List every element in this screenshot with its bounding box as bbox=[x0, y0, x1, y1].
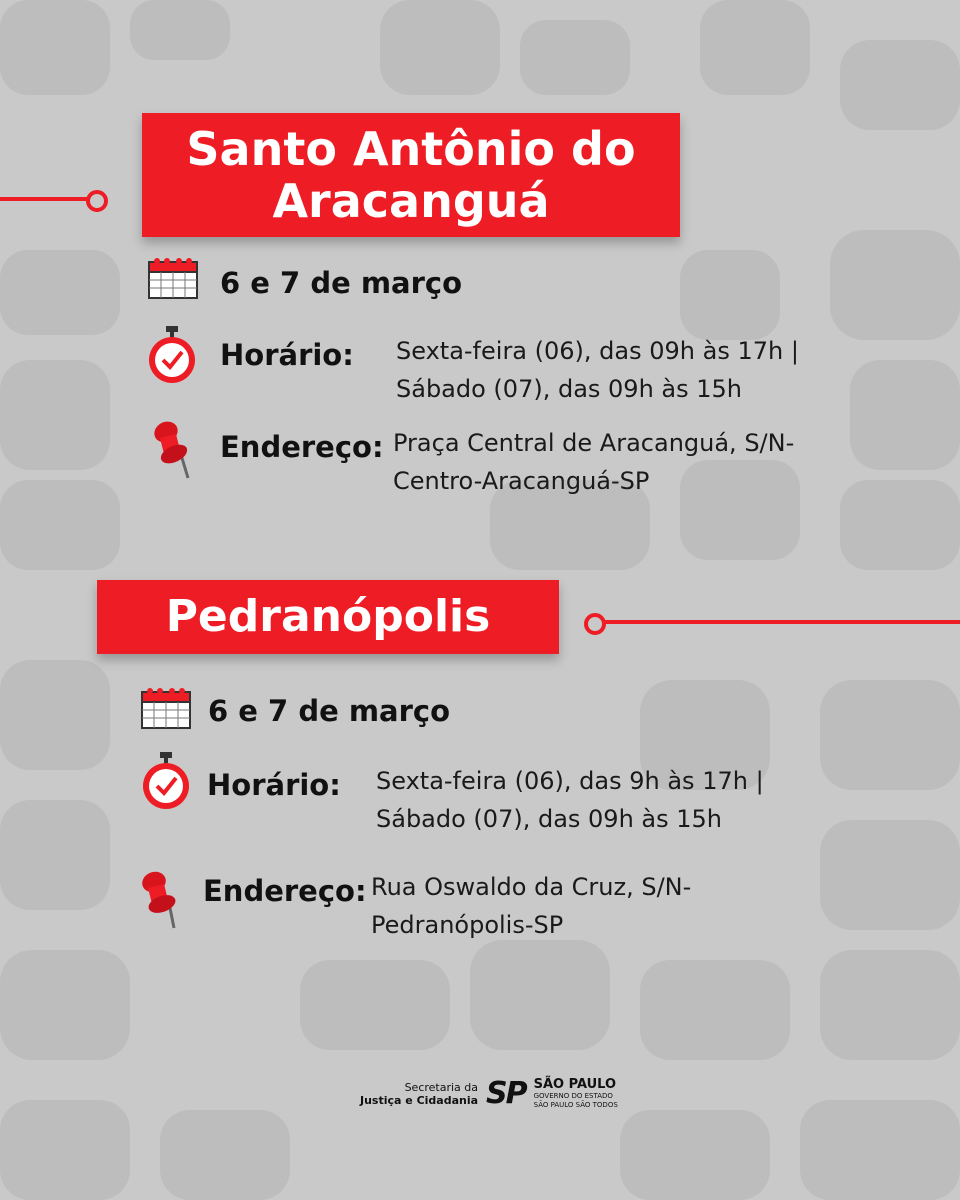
section2-hours-line1: Sexta-feira (06), das 9h às 17h | bbox=[376, 767, 764, 795]
section2-line bbox=[604, 620, 960, 624]
pushpin-icon bbox=[150, 420, 194, 480]
section2-hours-label: Horário: bbox=[207, 768, 341, 802]
footer-logos bbox=[360, 1076, 618, 1111]
sp-logo: SP bbox=[486, 1076, 526, 1111]
section1-address-line1: Praça Central de Aracanguá, S/N- bbox=[393, 429, 795, 457]
section1-title-box bbox=[142, 113, 680, 237]
section1-address-label: Endereço: bbox=[220, 430, 384, 464]
section1-hours-line2: Sábado (07), das 09h às 15h bbox=[396, 375, 742, 403]
calendar-icon bbox=[145, 256, 201, 302]
stopwatch-icon bbox=[140, 752, 192, 810]
pushpin-icon bbox=[138, 870, 182, 930]
gov-line2: GOVERNO DO ESTADO bbox=[533, 1091, 613, 1100]
section2-title-box bbox=[97, 580, 559, 654]
secretaria-line1: Secretaria da bbox=[404, 1080, 479, 1094]
section2-hours-value bbox=[376, 762, 764, 838]
section1-hours-line1: Sexta-feira (06), das 09h às 17h | bbox=[396, 337, 799, 365]
section1-hours-value bbox=[396, 332, 799, 408]
gov-line1: SÃO PAULO bbox=[533, 1076, 617, 1092]
gov-text bbox=[534, 1078, 618, 1110]
section2-address-line1: Rua Oswaldo da Cruz, S/N- bbox=[371, 873, 692, 901]
section1-address-value bbox=[393, 424, 794, 500]
section2-date: 6 e 7 de março bbox=[208, 694, 451, 728]
section2-address-label: Endereço: bbox=[203, 874, 367, 908]
section1-date: 6 e 7 de março bbox=[220, 266, 463, 300]
section1-hours-label: Horário: bbox=[220, 338, 354, 372]
section1-line bbox=[0, 197, 88, 201]
stopwatch-icon bbox=[146, 326, 198, 384]
section1-address-line2: Centro-Aracanguá-SP bbox=[393, 467, 650, 495]
section1-dot bbox=[86, 190, 108, 212]
section2-address-line2: Pedranópolis-SP bbox=[371, 911, 564, 939]
section1-title-line2: Aracanguá bbox=[272, 174, 550, 228]
gov-line3: SÃO PAULO SÃO TODOS bbox=[533, 1100, 618, 1109]
secretaria-text bbox=[360, 1081, 478, 1107]
section2-hours-line2: Sábado (07), das 09h às 15h bbox=[376, 805, 722, 833]
section1-title-line1: Santo Antônio do bbox=[186, 122, 636, 176]
section2-title: Pedranópolis bbox=[165, 591, 491, 642]
section2-dot bbox=[584, 613, 606, 635]
calendar-icon bbox=[138, 686, 194, 732]
secretaria-line2: Justiça e Cidadania bbox=[360, 1093, 479, 1107]
section2-address-value bbox=[371, 868, 691, 944]
